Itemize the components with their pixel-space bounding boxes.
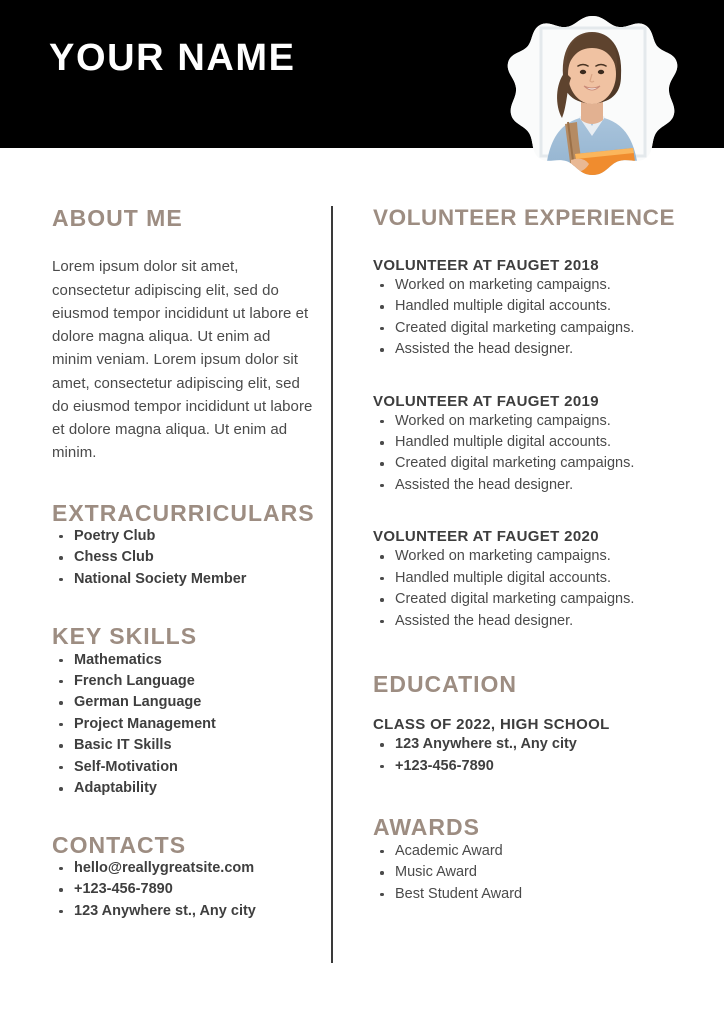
volunteer-entry-title: VOLUNTEER AT FAUGET 2018 — [373, 256, 599, 274]
list-item: French Language — [52, 671, 314, 692]
volunteer-entry — [373, 393, 685, 497]
list-item: Mathematics — [52, 650, 314, 671]
volunteer-entry — [373, 528, 685, 632]
key-skills-list — [52, 650, 314, 800]
list-item[interactable]: hello@reallygreatsite.com — [52, 858, 314, 879]
list-item: Project Management — [52, 714, 314, 735]
education-list — [373, 734, 685, 777]
column-divider — [331, 206, 333, 963]
volunteer-entry — [373, 257, 685, 361]
list-item[interactable]: 123 Anywhere st., Any city — [52, 901, 314, 922]
volunteer-entries — [373, 257, 685, 632]
list-item: Academic Award — [373, 841, 685, 862]
list-item: Worked on marketing campaigns. — [373, 411, 685, 432]
volunteer-entry-title: VOLUNTEER AT FAUGET 2019 — [373, 392, 599, 410]
list-item: Chess Club — [52, 547, 314, 568]
extracurriculars-list — [52, 526, 314, 590]
list-item: Handled multiple digital accounts. — [373, 568, 685, 589]
list-item: Best Student Award — [373, 884, 685, 905]
volunteer-entry-bullets — [373, 275, 685, 361]
section-heading-contacts: CONTACTS — [52, 831, 187, 858]
right-column — [373, 206, 685, 905]
page-title: YOUR NAME — [49, 37, 296, 79]
contacts-list[interactable] — [52, 858, 314, 922]
section-heading-education: EDUCATION — [373, 671, 518, 698]
list-item: Worked on marketing campaigns. — [373, 275, 685, 296]
volunteer-entry-bullets — [373, 411, 685, 497]
about-me-paragraph: Lorem ipsum dolor sit amet, consectetur adipiscing elit, sed do eiusmod tempor incididunt ut labore et dolore magna aliqua. Ut enim ad minim veniam. Lorem ipsum dolor sit amet, consectetur adipiscing elit, sed do eiusmod tempor incididunt ut labore et dolore magna aliqua. Ut enim ad minim. — [52, 258, 313, 462]
list-item: +123-456-7890 — [373, 756, 685, 777]
list-item: Self-Motivation — [52, 757, 314, 778]
list-item: Poetry Club — [52, 526, 314, 547]
list-item: Basic IT Skills — [52, 735, 314, 756]
volunteer-entry-title: VOLUNTEER AT FAUGET 2020 — [373, 528, 599, 546]
left-column — [52, 206, 314, 922]
volunteer-entry-bullets — [373, 546, 685, 632]
list-item: Created digital marketing campaigns. — [373, 589, 685, 610]
list-item: Music Award — [373, 862, 685, 883]
list-item: Created digital marketing campaigns. — [373, 318, 685, 339]
portrait-photo-icon — [505, 14, 680, 184]
list-item: Assisted the head designer. — [373, 339, 685, 360]
section-heading-awards: AWARDS — [373, 814, 480, 841]
section-heading-key-skills: KEY SKILLS — [52, 623, 198, 650]
list-item: National Society Member — [52, 569, 314, 590]
list-item: Assisted the head designer. — [373, 475, 685, 496]
list-item: German Language — [52, 692, 314, 713]
list-item: Adaptability — [52, 778, 314, 799]
list-item: Assisted the head designer. — [373, 611, 685, 632]
education-subtitle: CLASS OF 2022, HIGH SCHOOL — [373, 716, 610, 734]
section-heading-volunteer-experience: VOLUNTEER EXPERIENCE — [373, 205, 676, 230]
section-heading-about-me: ABOUT ME — [52, 205, 183, 231]
list-item[interactable]: +123-456-7890 — [52, 879, 314, 900]
awards-list — [373, 841, 685, 905]
list-item: Handled multiple digital accounts. — [373, 432, 685, 453]
list-item: Created digital marketing campaigns. — [373, 453, 685, 474]
avatar — [505, 14, 680, 184]
list-item: 123 Anywhere st., Any city — [373, 734, 685, 755]
list-item: Handled multiple digital accounts. — [373, 296, 685, 317]
list-item: Worked on marketing campaigns. — [373, 546, 685, 567]
section-heading-extracurriculars: EXTRACURRICULARS — [52, 499, 315, 526]
